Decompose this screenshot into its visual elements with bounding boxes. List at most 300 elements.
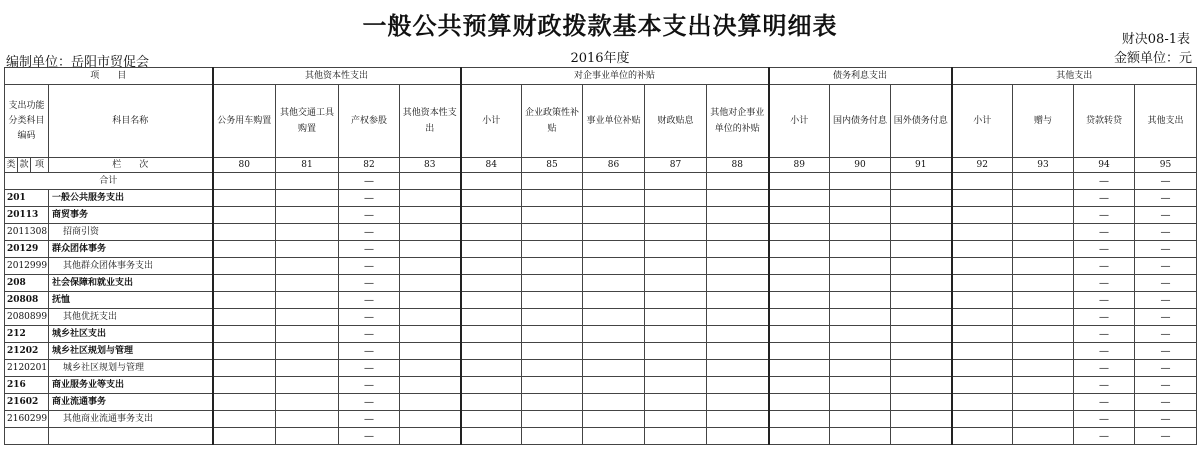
cell-85: [522, 224, 583, 241]
cell-94: —: [1074, 343, 1135, 360]
table-row: [5, 377, 1197, 394]
subject-name: 群众团体事务: [49, 241, 213, 258]
column-number-94: 94: [1074, 158, 1135, 173]
cell-85: [522, 275, 583, 292]
cell-94: —: [1074, 377, 1135, 394]
subject-name: 商业流通事务: [49, 394, 213, 411]
cell-80: [213, 292, 276, 309]
cell-93: [1013, 326, 1074, 343]
cell-87: [645, 207, 707, 224]
cell-87: [645, 258, 707, 275]
cell-91: [891, 411, 952, 428]
cell-88: [707, 343, 769, 360]
cell-91: [891, 275, 952, 292]
subject-name-header: 科目名称: [49, 85, 213, 158]
cell-84: [461, 360, 522, 377]
cell-84: [461, 173, 522, 190]
subject-code: 20808: [5, 292, 49, 309]
cell-83: [400, 343, 461, 360]
cell-94: —: [1074, 224, 1135, 241]
cell-95: —: [1135, 326, 1197, 343]
cell-94: —: [1074, 275, 1135, 292]
subject-code: 2011308: [5, 224, 49, 241]
column-number-89: 89: [769, 158, 830, 173]
cell-93: [1013, 173, 1074, 190]
cell-82: —: [339, 411, 400, 428]
subject-code-header: 支出功能分类科目编码: [5, 85, 49, 158]
cell-88: [707, 190, 769, 207]
cell-95: —: [1135, 428, 1197, 445]
column-header-80: 公务用车购置: [213, 85, 276, 158]
cell-82: —: [339, 326, 400, 343]
cell-89: [769, 275, 830, 292]
cell-87: [645, 326, 707, 343]
cell-87: [645, 224, 707, 241]
cell-85: [522, 190, 583, 207]
cell-83: [400, 309, 461, 326]
cell-80: [213, 411, 276, 428]
cell-80: [213, 207, 276, 224]
cell-92: [952, 428, 1013, 445]
cell-82: —: [339, 224, 400, 241]
subject-code: 208: [5, 275, 49, 292]
cell-80: [213, 343, 276, 360]
cell-90: [830, 241, 891, 258]
cell-90: [830, 207, 891, 224]
column-number-86: 86: [583, 158, 645, 173]
cell-91: [891, 377, 952, 394]
subject-name: 其他商业流通事务支出: [49, 411, 213, 428]
cell-86: [583, 275, 645, 292]
cell-86: [583, 292, 645, 309]
cell-82: —: [339, 173, 400, 190]
cell-90: [830, 428, 891, 445]
kuan-header: 款: [18, 158, 31, 173]
cell-95: —: [1135, 207, 1197, 224]
column-header-89: 小计: [769, 85, 830, 158]
cell-93: [1013, 411, 1074, 428]
cell-80: [213, 224, 276, 241]
cell-86: [583, 190, 645, 207]
cell-92: [952, 411, 1013, 428]
cell-90: [830, 411, 891, 428]
cell-80: [213, 309, 276, 326]
table-row: [5, 343, 1197, 360]
cell-83: [400, 207, 461, 224]
subject-code: 2080899: [5, 309, 49, 326]
group-other-capital: 其他资本性支出: [213, 68, 461, 85]
cell-83: [400, 360, 461, 377]
cell-84: [461, 207, 522, 224]
subject-name: 抚恤: [49, 292, 213, 309]
cell-92: [952, 241, 1013, 258]
cell-95: —: [1135, 258, 1197, 275]
cell-87: [645, 411, 707, 428]
cell-94: —: [1074, 173, 1135, 190]
cell-91: [891, 190, 952, 207]
cell-81: [276, 326, 339, 343]
cell-85: [522, 292, 583, 309]
cell-86: [583, 394, 645, 411]
cell-91: [891, 224, 952, 241]
cell-89: [769, 190, 830, 207]
subject-name: 一般公共服务支出: [49, 190, 213, 207]
cell-85: [522, 343, 583, 360]
cell-81: [276, 224, 339, 241]
cell-85: [522, 360, 583, 377]
table-row: [5, 190, 1197, 207]
cell-81: [276, 258, 339, 275]
cell-92: [952, 207, 1013, 224]
subject-name: 商业服务业等支出: [49, 377, 213, 394]
cell-81: [276, 275, 339, 292]
cell-86: [583, 428, 645, 445]
cell-88: [707, 394, 769, 411]
subject-code: 216: [5, 377, 49, 394]
cell-92: [952, 173, 1013, 190]
cell-93: [1013, 190, 1074, 207]
column-header-86: 事业单位补贴: [583, 85, 645, 158]
cell-80: [213, 428, 276, 445]
table-row: [5, 275, 1197, 292]
cell-89: [769, 411, 830, 428]
lei-header: 类: [5, 158, 18, 173]
cell-90: [830, 173, 891, 190]
cell-86: [583, 326, 645, 343]
cell-82: —: [339, 207, 400, 224]
cell-91: [891, 428, 952, 445]
cell-88: [707, 241, 769, 258]
cell-86: [583, 173, 645, 190]
cell-88: [707, 207, 769, 224]
cell-83: [400, 411, 461, 428]
subject-code: 212: [5, 326, 49, 343]
cell-94: —: [1074, 360, 1135, 377]
cell-89: [769, 173, 830, 190]
cell-84: [461, 292, 522, 309]
cell-94: —: [1074, 292, 1135, 309]
cell-86: [583, 377, 645, 394]
column-header-82: 产权参股: [339, 85, 400, 158]
form-code: 财决08-1表: [1121, 32, 1190, 47]
cell-90: [830, 309, 891, 326]
table-row: [5, 258, 1197, 275]
cell-90: [830, 190, 891, 207]
cell-80: [213, 241, 276, 258]
subject-name: 商贸事务: [49, 207, 213, 224]
cell-91: [891, 173, 952, 190]
cell-87: [645, 428, 707, 445]
cell-84: [461, 326, 522, 343]
cell-84: [461, 394, 522, 411]
cell-84: [461, 190, 522, 207]
cell-83: [400, 394, 461, 411]
subject-code: 2120201: [5, 360, 49, 377]
cell-82: —: [339, 377, 400, 394]
cell-88: [707, 360, 769, 377]
cell-94: —: [1074, 428, 1135, 445]
cell-87: [645, 394, 707, 411]
cell-87: [645, 377, 707, 394]
cell-86: [583, 343, 645, 360]
cell-81: [276, 207, 339, 224]
cell-86: [583, 207, 645, 224]
cell-92: [952, 326, 1013, 343]
cell-95: —: [1135, 411, 1197, 428]
cell-94: —: [1074, 309, 1135, 326]
cell-81: [276, 292, 339, 309]
subject-code: 201: [5, 190, 49, 207]
cell-85: [522, 411, 583, 428]
cell-90: [830, 360, 891, 377]
cell-87: [645, 275, 707, 292]
xiang-header: 项: [31, 158, 49, 173]
cell-84: [461, 428, 522, 445]
column-header-81: 其他交通工具购置: [276, 85, 339, 158]
cell-82: —: [339, 292, 400, 309]
cell-81: [276, 241, 339, 258]
cell-93: [1013, 343, 1074, 360]
column-number-81: 81: [276, 158, 339, 173]
cell-80: [213, 258, 276, 275]
column-number-83: 83: [400, 158, 461, 173]
cell-85: [522, 428, 583, 445]
subject-code: 2012999: [5, 258, 49, 275]
group-other-expense: 其他支出: [952, 68, 1197, 85]
cell-91: [891, 326, 952, 343]
cell-90: [830, 224, 891, 241]
cell-93: [1013, 377, 1074, 394]
cell-87: [645, 360, 707, 377]
cell-94: —: [1074, 190, 1135, 207]
cell-80: [213, 190, 276, 207]
column-header-90: 国内债务付息: [830, 85, 891, 158]
cell-84: [461, 411, 522, 428]
cell-88: [707, 275, 769, 292]
cell-81: [276, 309, 339, 326]
cell-95: —: [1135, 241, 1197, 258]
cell-87: [645, 309, 707, 326]
column-number-82: 82: [339, 158, 400, 173]
table-row: [5, 428, 1197, 445]
cell-92: [952, 190, 1013, 207]
cell-86: [583, 309, 645, 326]
cell-86: [583, 411, 645, 428]
project-header: 项 目: [5, 68, 213, 85]
cell-92: [952, 275, 1013, 292]
cell-94: —: [1074, 207, 1135, 224]
cell-94: —: [1074, 241, 1135, 258]
cell-93: [1013, 275, 1074, 292]
currency-unit: 金额单位：元: [1113, 51, 1192, 66]
cell-81: [276, 360, 339, 377]
cell-83: [400, 190, 461, 207]
cell-92: [952, 258, 1013, 275]
cell-91: [891, 343, 952, 360]
table-row: [5, 224, 1197, 241]
cell-82: —: [339, 258, 400, 275]
cell-88: [707, 411, 769, 428]
cell-86: [583, 224, 645, 241]
column-header-85: 企业政策性补贴: [522, 85, 583, 158]
cell-92: [952, 360, 1013, 377]
cell-84: [461, 258, 522, 275]
cell-87: [645, 190, 707, 207]
cell-87: [645, 343, 707, 360]
cell-80: [213, 326, 276, 343]
cell-88: [707, 326, 769, 343]
cell-90: [830, 292, 891, 309]
cell-83: [400, 173, 461, 190]
cell-83: [400, 258, 461, 275]
compiling-unit: 编制单位：岳阳市贸促会: [6, 55, 150, 70]
cell-81: [276, 428, 339, 445]
cell-95: —: [1135, 394, 1197, 411]
cell-95: —: [1135, 173, 1197, 190]
subject-code: 20129: [5, 241, 49, 258]
cell-88: [707, 258, 769, 275]
cell-95: —: [1135, 292, 1197, 309]
cell-89: [769, 394, 830, 411]
cell-95: —: [1135, 224, 1197, 241]
cell-94: —: [1074, 394, 1135, 411]
expenditure-table: [4, 67, 1197, 445]
cell-92: [952, 292, 1013, 309]
column-header-94: 贷款转贷: [1074, 85, 1135, 158]
cell-86: [583, 360, 645, 377]
cell-85: [522, 241, 583, 258]
column-number-88: 88: [707, 158, 769, 173]
subject-name: 其他优抚支出: [49, 309, 213, 326]
cell-84: [461, 275, 522, 292]
cell-82: —: [339, 394, 400, 411]
cell-95: —: [1135, 190, 1197, 207]
cell-89: [769, 224, 830, 241]
cell-93: [1013, 224, 1074, 241]
cell-87: [645, 241, 707, 258]
subject-name: 社会保障和就业支出: [49, 275, 213, 292]
column-number-87: 87: [645, 158, 707, 173]
cell-93: [1013, 360, 1074, 377]
cell-86: [583, 258, 645, 275]
cell-81: [276, 190, 339, 207]
cell-92: [952, 343, 1013, 360]
subject-name: 城乡社区规划与管理: [49, 343, 213, 360]
cell-82: —: [339, 190, 400, 207]
cell-81: [276, 343, 339, 360]
column-number-90: 90: [830, 158, 891, 173]
cell-87: [645, 173, 707, 190]
column-header-88: 其他对企事业单位的补贴: [707, 85, 769, 158]
table-row: [5, 326, 1197, 343]
cell-84: [461, 241, 522, 258]
cell-93: [1013, 258, 1074, 275]
cell-93: [1013, 309, 1074, 326]
cell-80: [213, 377, 276, 394]
cell-87: [645, 292, 707, 309]
cell-95: —: [1135, 343, 1197, 360]
column-number-95: 95: [1135, 158, 1197, 173]
cell-88: [707, 428, 769, 445]
cell-90: [830, 343, 891, 360]
cell-85: [522, 207, 583, 224]
cell-88: [707, 309, 769, 326]
cell-83: [400, 275, 461, 292]
cell-81: [276, 173, 339, 190]
cell-95: —: [1135, 377, 1197, 394]
subject-name: 城乡社区规划与管理: [49, 360, 213, 377]
column-number-92: 92: [952, 158, 1013, 173]
cell-82: —: [339, 241, 400, 258]
subject-name: 城乡社区支出: [49, 326, 213, 343]
table-row: [5, 207, 1197, 224]
cell-93: [1013, 394, 1074, 411]
column-header-93: 赠与: [1013, 85, 1074, 158]
cell-91: [891, 309, 952, 326]
cell-83: [400, 241, 461, 258]
group-debt-interest: 债务利息支出: [769, 68, 952, 85]
cell-91: [891, 360, 952, 377]
cell-93: [1013, 428, 1074, 445]
cell-84: [461, 224, 522, 241]
cell-82: —: [339, 428, 400, 445]
cell-95: —: [1135, 275, 1197, 292]
cell-92: [952, 224, 1013, 241]
cell-83: [400, 224, 461, 241]
cell-95: —: [1135, 309, 1197, 326]
cell-95: —: [1135, 360, 1197, 377]
cell-83: [400, 428, 461, 445]
column-header-91: 国外债务付息: [891, 85, 952, 158]
cell-90: [830, 275, 891, 292]
cell-89: [769, 258, 830, 275]
lan-ci-header: 栏 次: [49, 158, 213, 173]
column-number-91: 91: [891, 158, 952, 173]
cell-91: [891, 394, 952, 411]
cell-88: [707, 377, 769, 394]
subject-name: [49, 428, 213, 445]
subject-code: 21202: [5, 343, 49, 360]
subject-code: 20113: [5, 207, 49, 224]
cell-93: [1013, 241, 1074, 258]
cell-84: [461, 343, 522, 360]
cell-80: [213, 394, 276, 411]
cell-83: [400, 292, 461, 309]
cell-86: [583, 241, 645, 258]
cell-89: [769, 292, 830, 309]
cell-89: [769, 309, 830, 326]
cell-90: [830, 326, 891, 343]
cell-89: [769, 207, 830, 224]
cell-89: [769, 377, 830, 394]
column-number-84: 84: [461, 158, 522, 173]
cell-81: [276, 394, 339, 411]
report-title: 一般公共预算财政拨款基本支出决算明细表: [362, 11, 838, 40]
cell-89: [769, 326, 830, 343]
column-header-84: 小计: [461, 85, 522, 158]
table-row: [5, 360, 1197, 377]
column-header-87: 财政贴息: [645, 85, 707, 158]
column-header-92: 小计: [952, 85, 1013, 158]
cell-89: [769, 360, 830, 377]
cell-91: [891, 207, 952, 224]
cell-91: [891, 258, 952, 275]
total-label: 合计: [5, 173, 213, 190]
table-row: [5, 309, 1197, 326]
cell-90: [830, 394, 891, 411]
subject-name: 招商引资: [49, 224, 213, 241]
subject-code: [5, 428, 49, 445]
